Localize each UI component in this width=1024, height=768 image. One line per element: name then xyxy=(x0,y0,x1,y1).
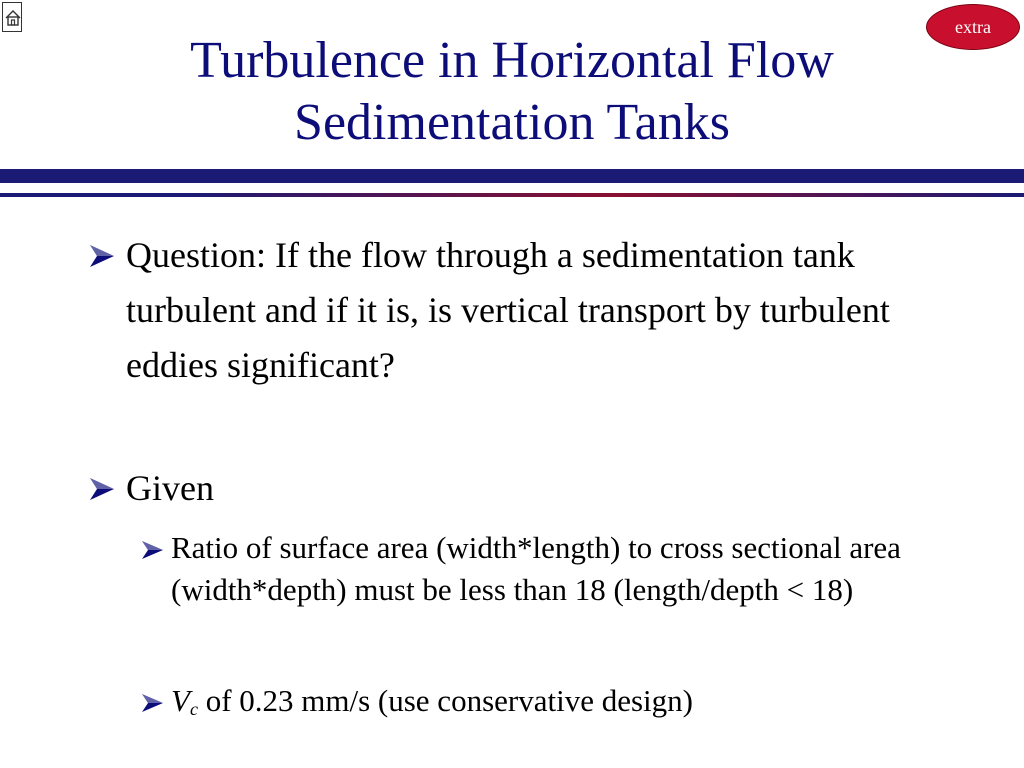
sub-bullet-ratio-text: Ratio of surface area (width*length) to cross sectional area (width*depth) must be less than 18 (length/depth < 18) xyxy=(171,530,901,607)
vc-description: of 0.23 mm/s (use conservative design) xyxy=(197,683,693,718)
arrow-bullet-icon xyxy=(140,538,166,562)
vc-subscript: c xyxy=(189,699,198,719)
title-divider-bottom xyxy=(0,193,1024,197)
title-line-1: Turbulence in Horizontal Flow xyxy=(190,32,834,89)
bullet-given xyxy=(88,461,918,516)
title-divider-top xyxy=(0,169,1024,183)
bullet-question xyxy=(88,228,918,393)
home-icon xyxy=(4,9,22,27)
slide-title xyxy=(0,30,1024,154)
arrow-bullet-icon xyxy=(88,242,118,270)
arrow-bullet-icon xyxy=(140,691,166,715)
vc-symbol: $V_c$ xyxy=(171,683,198,719)
bullet-question-text: Question: If the flow through a sedimentation tank turbulent and if it is, is vertical transport by turbulent eddies significant? xyxy=(126,235,890,385)
home-button[interactable] xyxy=(2,2,22,32)
sub-bullet-vc xyxy=(140,680,920,730)
sub-bullet-ratio xyxy=(140,527,920,611)
extra-badge-label: extra xyxy=(955,16,991,37)
bullet-given-text: Given xyxy=(126,468,214,508)
arrow-bullet-icon xyxy=(88,475,118,503)
title-line-2: Sedimentation Tanks xyxy=(294,94,730,151)
sub-bullet-vc-text xyxy=(171,680,920,730)
